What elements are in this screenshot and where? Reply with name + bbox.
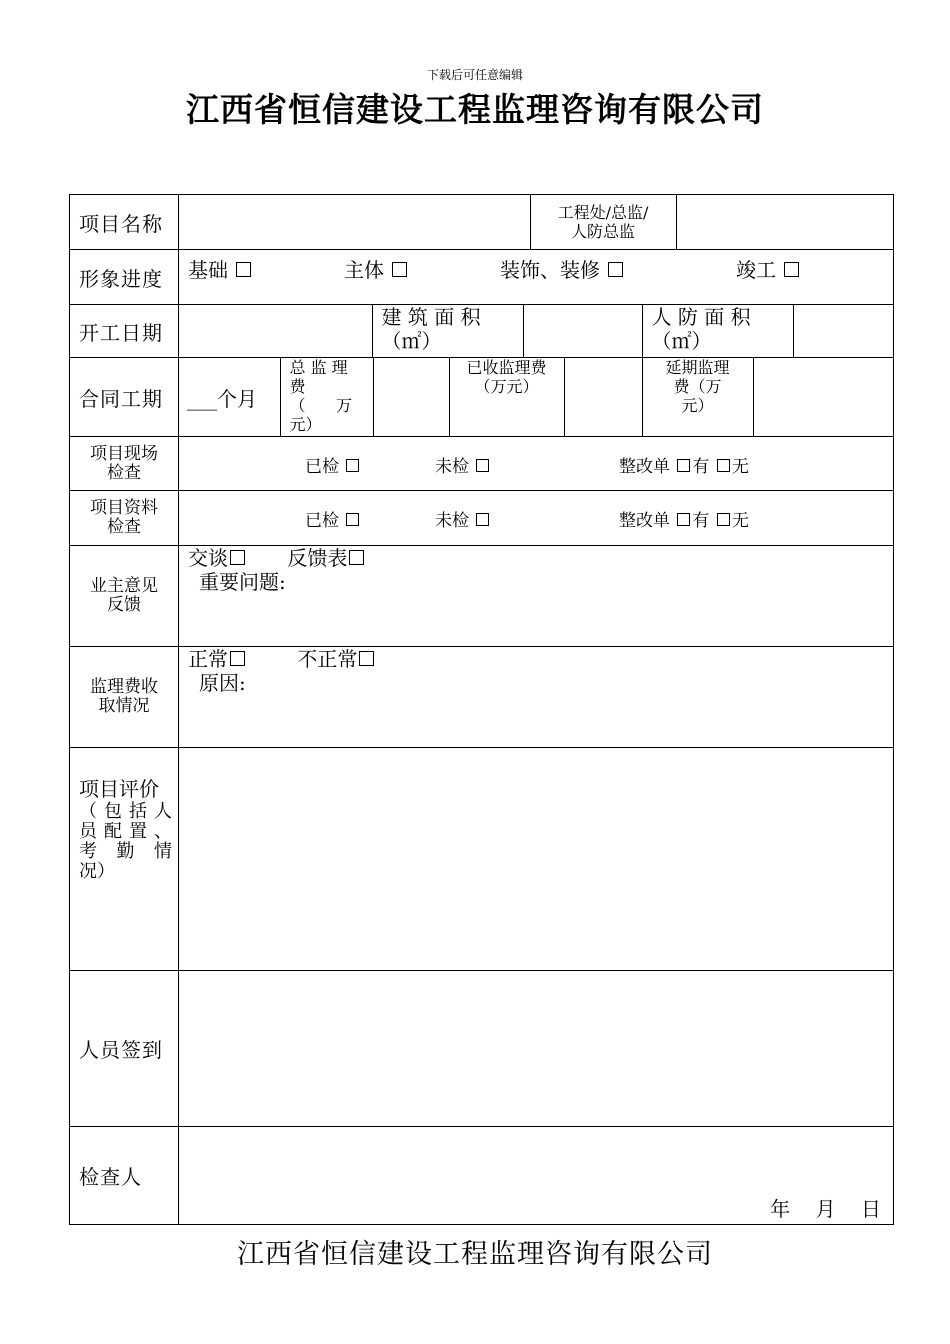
progress-decoration[interactable]: 装饰、装修	[500, 254, 625, 283]
progress-structure[interactable]: 主体	[344, 254, 409, 283]
label-delayed-fee: 延期监理 费（万 元）	[642, 358, 753, 436]
label-start-date: 开工日期	[70, 305, 179, 358]
label-site-check: 项目现场 检查	[70, 437, 179, 491]
site-unchecked-option[interactable]: 未检	[435, 452, 491, 477]
row-evaluation	[70, 748, 894, 971]
top-note: 下载后可任意编辑	[426, 68, 523, 82]
doc-rectify-option[interactable]: 整改单 有 无	[619, 511, 749, 531]
important-issues-label: 重要问题:	[199, 570, 286, 594]
row-signin	[70, 971, 894, 1127]
contract-months[interactable]: ___个月	[187, 386, 257, 411]
checkbox-icon[interactable]	[349, 550, 364, 565]
label-project-name: 项目名称	[70, 195, 179, 250]
checkbox-icon[interactable]	[717, 513, 730, 526]
row-site-check	[70, 437, 894, 491]
checkbox-icon[interactable]	[230, 651, 245, 666]
label-contract: 合同工期	[70, 358, 179, 437]
checkbox-icon[interactable]	[359, 651, 374, 666]
checkbox-icon[interactable]	[476, 459, 489, 472]
evaluation-field[interactable]	[179, 748, 894, 971]
checkbox-icon[interactable]	[717, 459, 730, 472]
total-fee-field[interactable]	[373, 358, 449, 436]
label-received-fee: 已收监理费 （万元）	[449, 358, 564, 436]
normal-option[interactable]: 正常	[188, 647, 247, 671]
checkbox-icon[interactable]	[608, 262, 623, 277]
inspection-form	[69, 194, 894, 1225]
row-contract	[70, 358, 894, 437]
label-signin: 人员签到	[70, 971, 179, 1127]
label-progress: 形象进度	[70, 250, 179, 305]
building-area-field[interactable]	[523, 305, 642, 357]
start-date-field[interactable]	[179, 305, 372, 357]
checkbox-icon[interactable]	[230, 550, 245, 565]
checkbox-icon[interactable]	[346, 459, 359, 472]
label-inspector: 检查人	[70, 1127, 179, 1225]
progress-options	[179, 250, 893, 304]
checkbox-icon[interactable]	[784, 262, 799, 277]
row-fee-collection	[70, 647, 894, 748]
label-owner-feedback: 业主意见 反馈	[70, 546, 179, 647]
row-doc-check	[70, 491, 894, 546]
reason-label: 原因:	[199, 671, 246, 695]
checkbox-icon[interactable]	[677, 513, 690, 526]
progress-completion[interactable]: 竣工	[736, 254, 801, 283]
page-title: 江西省恒信建设工程监理咨询有限公司	[186, 90, 764, 129]
doc-checked-option[interactable]: 已检	[305, 506, 361, 531]
progress-foundation[interactable]: 基础	[188, 254, 253, 283]
row-inspector	[70, 1127, 894, 1225]
label-total-fee: 总 监 理 费 （ 万 元）	[280, 358, 373, 436]
row-owner-feedback	[70, 546, 894, 647]
row-project-name	[70, 195, 894, 250]
inspector-date[interactable]: 年 月 日	[179, 1127, 894, 1225]
site-check-options	[179, 437, 893, 490]
checkbox-icon[interactable]	[236, 262, 251, 277]
label-doc-check: 项目资料 检查	[70, 491, 179, 546]
checkbox-icon[interactable]	[677, 459, 690, 472]
row-progress	[70, 250, 894, 305]
label-dept: 工程处/总监/ 人防总监	[530, 195, 676, 249]
checkbox-icon[interactable]	[392, 262, 407, 277]
feedback-form-option[interactable]: 反馈表	[287, 546, 366, 570]
abnormal-option[interactable]: 不正常	[297, 647, 376, 671]
delayed-fee-field[interactable]	[753, 358, 893, 436]
footer-company: 江西省恒信建设工程监理咨询有限公司	[237, 1239, 713, 1270]
site-rectify-option[interactable]: 整改单 有 无	[619, 457, 749, 477]
doc-unchecked-option[interactable]: 未检	[435, 506, 491, 531]
label-fee-collection: 监理费收 取情况	[70, 647, 179, 748]
talk-option[interactable]: 交谈	[188, 546, 247, 570]
civil-area-field[interactable]	[793, 305, 893, 357]
project-name-field[interactable]	[179, 195, 530, 249]
label-evaluation: 项目评价 （包括人 员配置、 考 勤 情 况）	[70, 748, 179, 971]
dept-field[interactable]	[676, 195, 893, 249]
checkbox-icon[interactable]	[476, 513, 489, 526]
checkbox-icon[interactable]	[346, 513, 359, 526]
doc-check-options	[179, 491, 893, 545]
label-building-area: 建 筑 面 积 （㎡）	[372, 305, 523, 357]
site-checked-option[interactable]: 已检	[305, 452, 361, 477]
label-civil-area: 人 防 面 积 （㎡）	[642, 305, 793, 357]
received-fee-field[interactable]	[564, 358, 642, 436]
row-start-date	[70, 305, 894, 358]
signin-field[interactable]	[179, 971, 894, 1127]
